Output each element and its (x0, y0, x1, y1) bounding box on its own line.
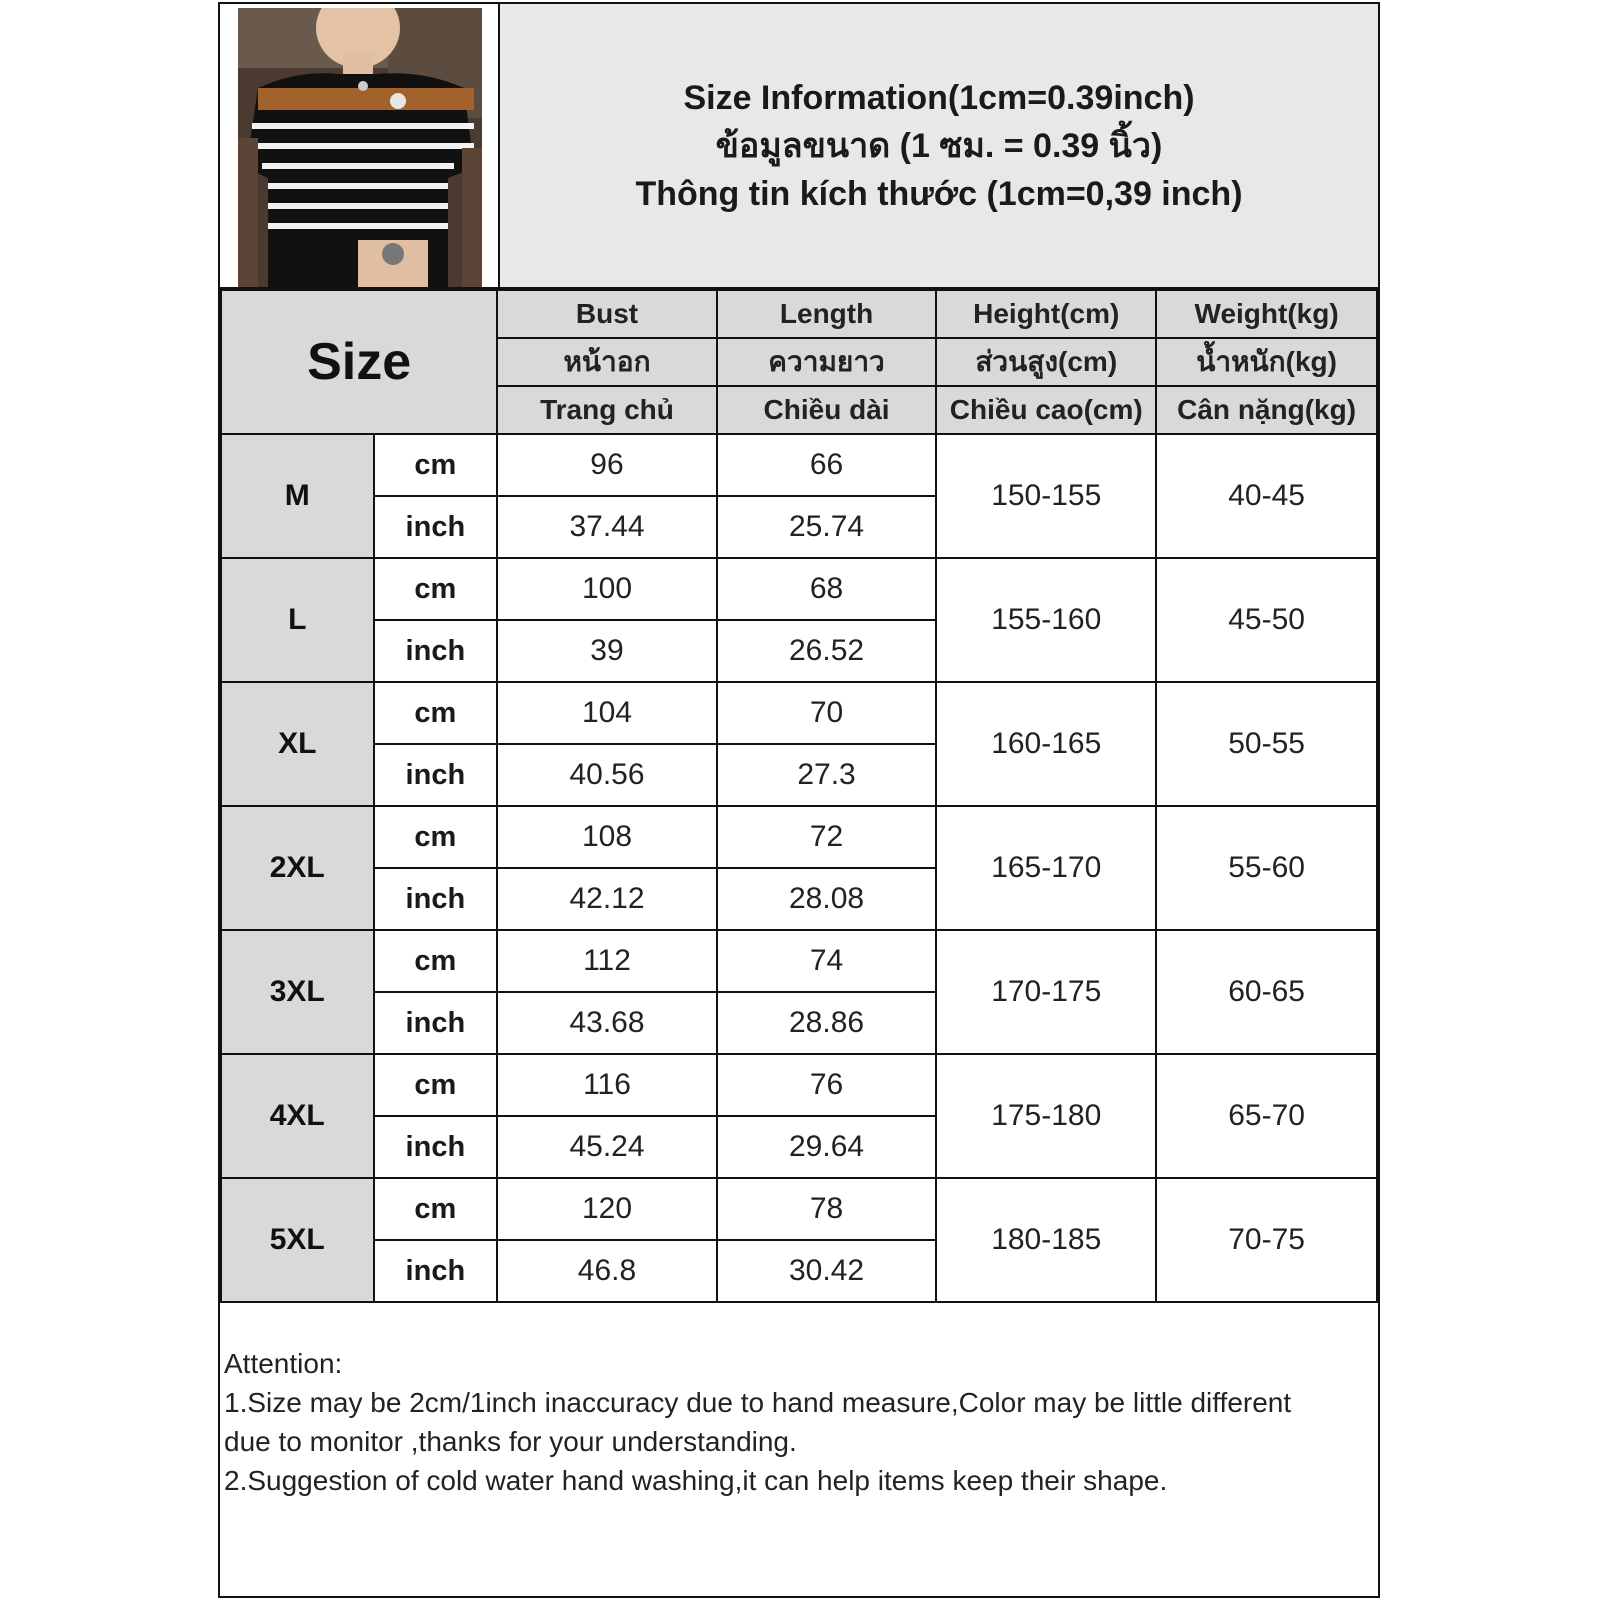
bust-inch-value: 40.56 (497, 744, 717, 806)
size-label: L (221, 558, 374, 682)
weight-range: 65-70 (1156, 1054, 1377, 1178)
length-inch-value: 26.52 (717, 620, 937, 682)
length-header-vietnamese: Chiều dài (717, 386, 937, 434)
height-range: 180-185 (936, 1178, 1156, 1302)
length-inch-value: 25.74 (717, 496, 937, 558)
unit-cm: cm (374, 434, 498, 496)
unit-cm: cm (374, 806, 498, 868)
length-cm-value: 72 (717, 806, 937, 868)
size-label: 2XL (221, 806, 374, 930)
weight-range: 45-50 (1156, 558, 1377, 682)
weight-header-thai: น้ำหนัก(kg) (1156, 338, 1377, 386)
weight-range: 40-45 (1156, 434, 1377, 558)
bust-inch-value: 45.24 (497, 1116, 717, 1178)
size-chart-sheet (218, 2, 1380, 1598)
size-column-header: Size (221, 290, 497, 434)
length-cm-value: 74 (717, 930, 937, 992)
length-cm-value: 76 (717, 1054, 937, 1116)
length-cm-value: 66 (717, 434, 937, 496)
attention-note-1: 1.Size may be 2cm/1inch inaccuracy due to hand measure,Color may be little different (224, 1387, 1292, 1418)
bust-inch-value: 42.12 (497, 868, 717, 930)
length-inch-value: 27.3 (717, 744, 937, 806)
header-row-english (221, 290, 1377, 338)
size-label: 5XL (221, 1178, 374, 1302)
bust-cm-value: 108 (497, 806, 717, 868)
bust-cm-value: 120 (497, 1178, 717, 1240)
unit-inch: inch (374, 744, 498, 806)
length-inch-value: 28.08 (717, 868, 937, 930)
height-header-vietnamese: Chiều cao(cm) (936, 386, 1156, 434)
height-header: Height(cm) (936, 290, 1156, 338)
bust-cm-value: 96 (497, 434, 717, 496)
attention-title: Attention: (224, 1348, 343, 1379)
height-range: 155-160 (936, 558, 1156, 682)
bust-cm-value: 100 (497, 558, 717, 620)
unit-inch: inch (374, 1240, 498, 1302)
bust-inch-value: 46.8 (497, 1240, 717, 1302)
height-range: 150-155 (936, 434, 1156, 558)
bust-header-vietnamese: Trang chủ (497, 386, 717, 434)
attention-note-1-cont: due to monitor ,thanks for your understanding. (224, 1426, 797, 1457)
size-info-header (500, 4, 1378, 289)
product-photo-cell (220, 4, 500, 289)
bust-inch-value: 37.44 (497, 496, 717, 558)
height-range: 160-165 (936, 682, 1156, 806)
height-range: 170-175 (936, 930, 1156, 1054)
unit-cm: cm (374, 1178, 498, 1240)
weight-range: 50-55 (1156, 682, 1377, 806)
weight-header: Weight(kg) (1156, 290, 1377, 338)
unit-inch: inch (374, 992, 498, 1054)
size-info-thai: ข้อมูลขนาด (1 ซม. = 0.39 นิ้ว) (715, 126, 1163, 165)
height-range: 165-170 (936, 806, 1156, 930)
weight-range: 60-65 (1156, 930, 1377, 1054)
length-inch-value: 28.86 (717, 992, 937, 1054)
size-label: 3XL (221, 930, 374, 1054)
size-label: XL (221, 682, 374, 806)
attention-notes (224, 1344, 1374, 1500)
size-info-vietnamese: Thông tin kích thước (1cm=0,39 inch) (635, 174, 1243, 213)
size-table (220, 289, 1378, 1303)
bust-header-thai: หน้าอก (497, 338, 717, 386)
bust-header: Bust (497, 290, 717, 338)
unit-cm: cm (374, 682, 498, 744)
table-row (221, 806, 1377, 868)
table-row (221, 682, 1377, 744)
bust-inch-value: 39 (497, 620, 717, 682)
weight-range: 55-60 (1156, 806, 1377, 930)
table-row (221, 1178, 1377, 1240)
length-cm-value: 68 (717, 558, 937, 620)
bust-cm-value: 112 (497, 930, 717, 992)
size-label: 4XL (221, 1054, 374, 1178)
unit-cm: cm (374, 1054, 498, 1116)
unit-inch: inch (374, 868, 498, 930)
length-header-thai: ความยาว (717, 338, 937, 386)
unit-cm: cm (374, 558, 498, 620)
bust-inch-value: 43.68 (497, 992, 717, 1054)
table-row (221, 434, 1377, 496)
table-row (221, 558, 1377, 620)
length-cm-value: 70 (717, 682, 937, 744)
product-photo (238, 8, 482, 287)
height-header-thai: ส่วนสูง(cm) (936, 338, 1156, 386)
length-header: Length (717, 290, 937, 338)
length-cm-value: 78 (717, 1178, 937, 1240)
size-label: M (221, 434, 374, 558)
bust-cm-value: 116 (497, 1054, 717, 1116)
unit-inch: inch (374, 1116, 498, 1178)
attention-note-2: 2.Suggestion of cold water hand washing,it can help items keep their shape. (224, 1465, 1168, 1496)
bust-cm-value: 104 (497, 682, 717, 744)
length-inch-value: 30.42 (717, 1240, 937, 1302)
size-info-english: Size Information(1cm=0.39inch) (683, 78, 1195, 117)
length-inch-value: 29.64 (717, 1116, 937, 1178)
weight-range: 70-75 (1156, 1178, 1377, 1302)
weight-header-vietnamese: Cân nặng(kg) (1156, 386, 1377, 434)
table-row (221, 930, 1377, 992)
table-row (221, 1054, 1377, 1116)
unit-inch: inch (374, 620, 498, 682)
unit-cm: cm (374, 930, 498, 992)
height-range: 175-180 (936, 1054, 1156, 1178)
unit-inch: inch (374, 496, 498, 558)
